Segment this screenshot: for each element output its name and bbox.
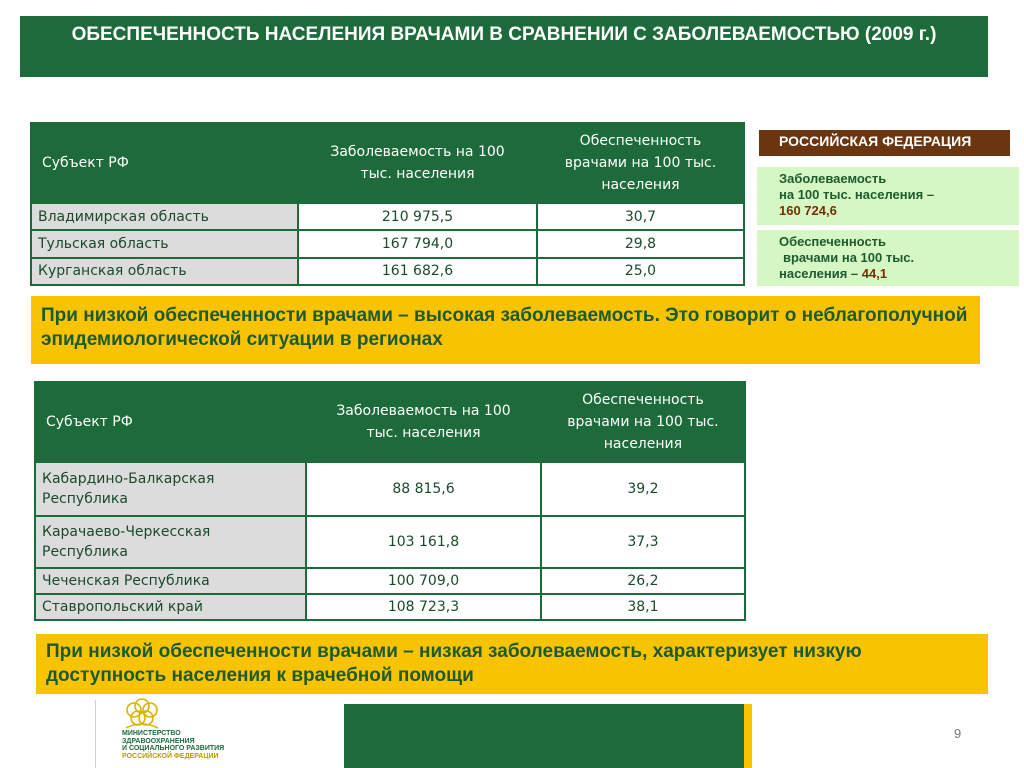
doctors-value: 39,2 <box>541 462 745 516</box>
russia-doctors-value: 44,1 <box>861 266 888 281</box>
column-header-subject: Субъект РФ <box>35 382 306 462</box>
logo-line: И СОЦИАЛЬНОГО РАЗВИТИЯ <box>122 745 225 752</box>
table-row <box>31 203 744 230</box>
subject-name: Кабардино-Балкарская Республика <box>35 462 306 516</box>
doctors-value: 38,1 <box>541 594 745 620</box>
russia-morbidity-label: на 100 тыс. населения – <box>779 187 935 202</box>
table-row <box>35 516 745 568</box>
table-row <box>35 568 745 594</box>
logo-line: ЗДРАВООХРАНЕНИЯ <box>122 737 195 745</box>
russia-morbidity-label: Заболеваемость <box>779 171 887 186</box>
morbidity-value: 167 794,0 <box>298 230 537 257</box>
table-row <box>31 230 744 257</box>
doctors-value: 25,0 <box>537 258 744 285</box>
column-header-subject: Субъект РФ <box>31 123 298 203</box>
doctors-value: 26,2 <box>541 568 745 594</box>
subject-name: Курганская область <box>31 258 298 285</box>
conclusion-callout-low-morbidity: При низкой обеспеченности врачами – низкая заболеваемость, характеризует низкую доступность населения к врачебной помощи <box>36 634 988 694</box>
russia-doctors-box <box>757 230 1019 286</box>
data-table-low-morbidity <box>34 381 746 621</box>
doctors-value: 37,3 <box>541 516 745 568</box>
logo-line: РОССИЙСКОЙ ФЕДЕРАЦИИ <box>122 752 219 760</box>
column-header-morbidity: Заболеваемость на 100 тыс. населения <box>298 123 537 203</box>
russia-heading: РОССИЙСКАЯ ФЕДЕРАЦИЯ <box>757 128 1012 158</box>
data-table-high-morbidity <box>30 122 745 286</box>
table-row <box>31 258 744 285</box>
russia-doctors-label: населения – <box>779 266 859 281</box>
column-header-doctors: Обеспеченность врачами на 100 тыс. населения <box>537 123 744 203</box>
russia-doctors-label: Обеспеченность <box>779 234 887 249</box>
ministry-logo-text <box>122 730 224 760</box>
subject-name: Владимирская область <box>31 203 298 230</box>
subject-name: Чеченская Республика <box>35 568 306 594</box>
footer-divider <box>95 700 96 768</box>
morbidity-value: 88 815,6 <box>306 462 541 516</box>
slide-title: ОБЕСПЕЧЕННОСТЬ НАСЕЛЕНИЯ ВРАЧАМИ В СРАВНЕНИИ С ЗАБОЛЕВАЕМОСТЬЮ (2009 г.) <box>20 16 988 77</box>
footer-gold-stripe <box>744 704 752 768</box>
russia-morbidity-value: 160 724,6 <box>779 203 837 218</box>
morbidity-value: 103 161,8 <box>306 516 541 568</box>
subject-name: Ставропольский край <box>35 594 306 620</box>
table-row <box>35 594 745 620</box>
page-number: 9 <box>954 726 962 741</box>
doctors-value: 30,7 <box>537 203 744 230</box>
morbidity-value: 100 709,0 <box>306 568 541 594</box>
subject-name: Тульская область <box>31 230 298 257</box>
morbidity-value: 161 682,6 <box>298 258 537 285</box>
footer-green-bar <box>344 704 744 768</box>
russia-doctors-label: врачами на 100 тыс. <box>783 250 915 265</box>
table-row <box>35 462 745 516</box>
subject-name: Карачаево-Черкесская Республика <box>35 516 306 568</box>
russia-morbidity-box <box>757 167 1019 225</box>
doctors-value: 29,8 <box>537 230 744 257</box>
column-header-morbidity: Заболеваемость на 100 тыс. населения <box>306 382 541 462</box>
column-header-doctors: Обеспеченность врачами на 100 тыс. населения <box>541 382 745 462</box>
morbidity-value: 108 723,3 <box>306 594 541 620</box>
logo-line: МИНИСТЕРСТВО <box>122 730 181 737</box>
conclusion-callout-high-morbidity: При низкой обеспеченности врачами – высокая заболеваемость. Это говорит о неблагополучной эпидемиологической ситуации в регионах <box>31 296 980 364</box>
morbidity-value: 210 975,5 <box>298 203 537 230</box>
